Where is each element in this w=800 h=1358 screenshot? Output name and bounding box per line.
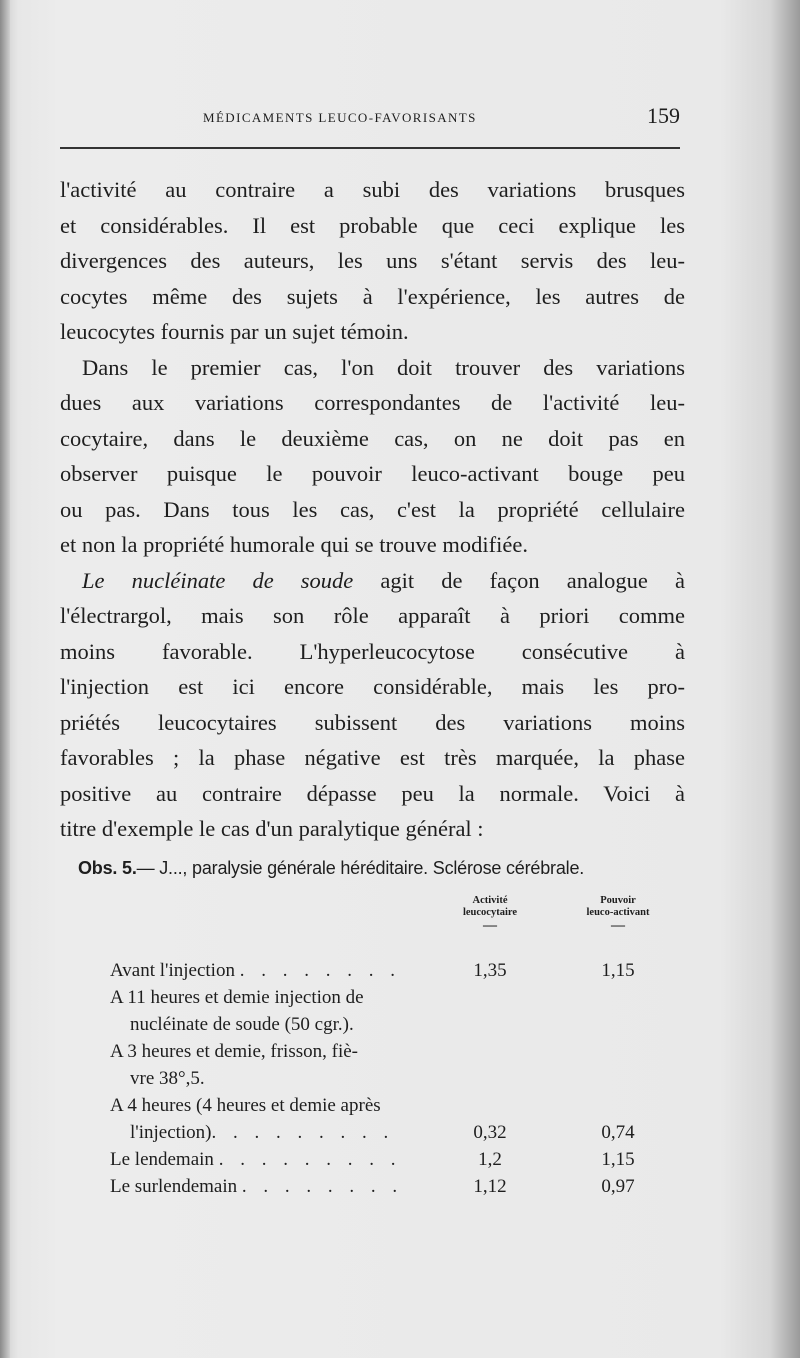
observation-label: Obs. 5.: [78, 858, 137, 878]
value-pouvoir: 1,15: [601, 1149, 635, 1170]
text-line: cocytaire, dans le deuxième cas, on ne doit pas en: [60, 425, 685, 451]
text-line: moins favorable. L'hyperleucocytose consécutive à: [60, 638, 685, 664]
table-row: [110, 1038, 690, 1092]
column-header-dash: —: [483, 918, 497, 933]
row-label-continuation: vre 38°,5.: [130, 1068, 205, 1089]
value-activite: 1,35: [473, 960, 507, 981]
text-line: et non la propriété humorale qui se trouve modifiée.: [60, 532, 528, 557]
observation-text: — J..., paralysie générale héréditaire. Sclérose cérébrale.: [136, 858, 585, 878]
column-header-activite: [440, 895, 540, 933]
row-label-continuation: nucléinate de soude (50 cgr.).: [130, 1014, 354, 1035]
value-activite: 1,2: [478, 1149, 502, 1170]
text-line: cocytes même des sujets à l'expérience, les autres de: [60, 283, 685, 309]
table-row: [110, 1092, 690, 1146]
text-line: [60, 563, 685, 599]
text-line: titre d'exemple le cas d'un paralytique général :: [60, 816, 484, 841]
value-activite: 0,32: [473, 1122, 507, 1143]
text-line: l'activité au contraire a subi des variations brusques: [60, 177, 685, 202]
column-header-line: Pouvoir: [600, 895, 636, 906]
table-row: [110, 1146, 690, 1173]
leader-dots: . . . . . . . .: [239, 960, 401, 981]
row-label-text: Avant l'injection: [110, 960, 235, 981]
column-header-pouvoir: [568, 895, 668, 933]
row-label-text: Le surlendemain: [110, 1176, 238, 1197]
value-pouvoir: 0,97: [601, 1176, 635, 1197]
text-line: positive au contraire dépasse peu la normale. Voici à: [60, 780, 685, 806]
row-label: A 3 heures et demie, frisson, fiè-: [110, 1041, 358, 1062]
page-number: 159: [647, 103, 680, 128]
leader-dots: . . . . . . . . .: [211, 1122, 395, 1143]
text-line: dues aux variations correspondantes de l'activité leu-: [60, 390, 685, 415]
header-rule: [60, 147, 680, 149]
text-line: favorables ; la phase négative est très marquée, la phase: [60, 745, 685, 770]
leader-dots: . . . . . . . . .: [218, 1149, 402, 1170]
table-row: [110, 984, 690, 1038]
results-table: [110, 895, 690, 1215]
text-line: et considérables. Il est probable que ceci explique les: [60, 212, 685, 238]
text-line: observer puisque le pouvoir leuco-activant bouge peu: [60, 461, 685, 486]
text-line: ou pas. Dans tous les cas, c'est la propriété cellulaire: [60, 496, 685, 522]
column-header-line: leucocytaire: [462, 907, 518, 918]
table-row: [110, 957, 690, 984]
running-head: [60, 103, 680, 133]
text-line-rest: agit de façon analogue à: [380, 567, 686, 593]
row-label: A 11 heures et demie injection de: [110, 987, 364, 1008]
text-line: l'injection est ici encore considérable, mais les pro-: [60, 674, 685, 699]
text-line: l'électrargol, mais son rôle apparaît à priori comme: [60, 603, 685, 628]
row-label-text: l'injection): [130, 1122, 212, 1143]
page-gutter-shadow: [0, 0, 10, 1358]
value-activite: 1,12: [473, 1176, 507, 1197]
text-line: Dans le premier cas, l'on doit trouver des variations: [82, 354, 685, 380]
column-header-dash: —: [611, 918, 625, 933]
row-label: A 4 heures (4 heures et demie après: [110, 1095, 381, 1116]
table-row: [110, 1173, 690, 1200]
body-text: [60, 172, 685, 847]
text-line: priétés leucocytaires subissent des variations moins: [60, 709, 685, 735]
value-pouvoir: 0,74: [601, 1122, 635, 1143]
italic-phrase: Le nucléinate de soude: [82, 567, 354, 593]
text-line: leucocytes fournis par un sujet témoin.: [60, 319, 409, 344]
row-label-text: Le lendemain: [110, 1149, 214, 1170]
value-pouvoir: 1,15: [601, 960, 635, 981]
observation-heading: [78, 858, 688, 879]
column-header-line: leuco-activant: [586, 907, 650, 918]
running-title: MÉDICAMENTS LEUCO-FAVORISANTS: [203, 110, 477, 125]
text-line: divergences des auteurs, les uns s'étant servis des leu-: [60, 248, 685, 273]
leader-dots: . . . . . . . .: [241, 1176, 404, 1197]
column-header-line: Activité: [472, 895, 508, 906]
